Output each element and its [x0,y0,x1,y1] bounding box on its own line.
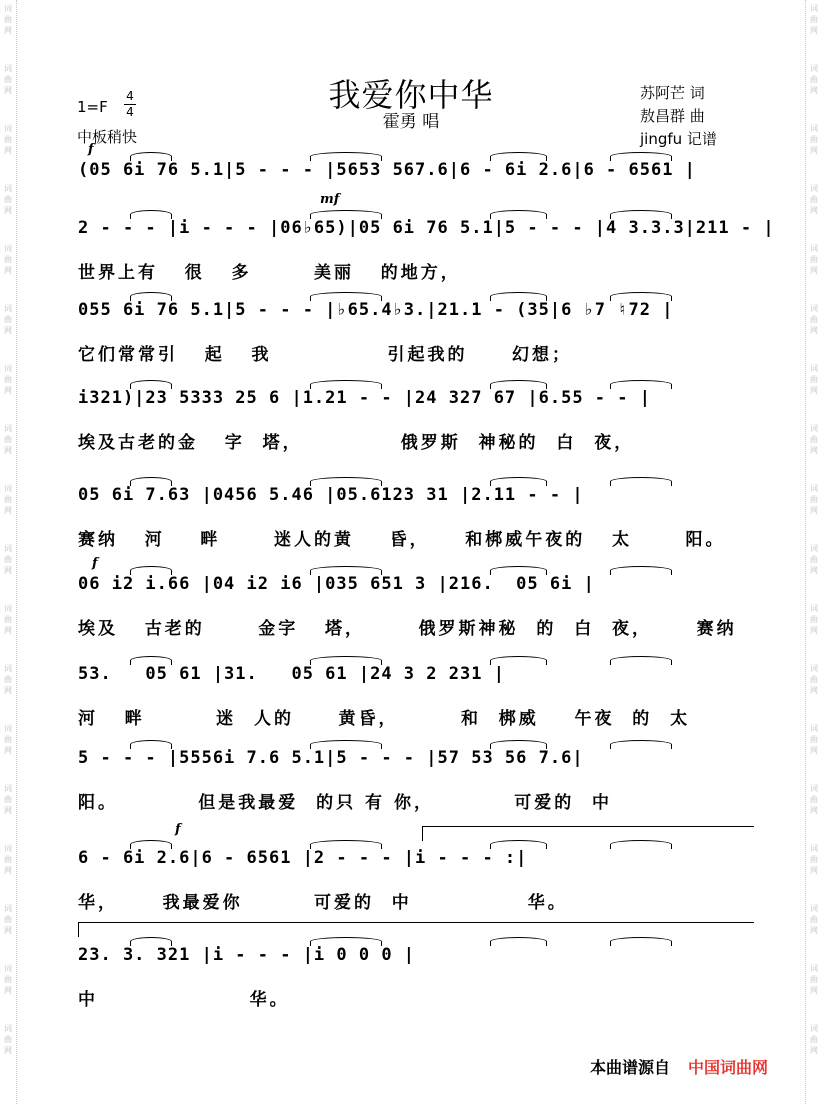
staff-row [70,388,752,453]
watermark-char: 曲 [810,315,818,324]
watermark-char: 网 [4,1046,12,1055]
slur-mark [310,840,382,849]
watermark-char: 网 [4,866,12,875]
watermark-char: 词 [4,784,12,793]
slur-mark [490,210,547,219]
watermark-char: 词 [4,364,12,373]
slur-mark [310,656,382,665]
watermark-char: 曲 [4,795,12,804]
watermark-char: 曲 [4,435,12,444]
watermark-char: 网 [810,386,818,395]
watermark-char: 曲 [4,195,12,204]
watermark-char: 网 [4,986,12,995]
watermark-char: 词 [4,4,12,13]
watermark-char: 曲 [810,615,818,624]
notation-line: (05 6i 76 5.1|5 - - - |5653 567.6|6 - 6i 2.6|6 - 6561 | [78,160,696,180]
slur-mark [310,937,382,946]
tempo-marking: 中板稍快 [77,128,138,146]
watermark-char: 词 [4,64,12,73]
watermark-char: 词 [810,364,818,373]
watermark-char: 曲 [810,975,818,984]
slur-mark [610,152,672,161]
watermark-char: 词 [4,904,12,913]
slur-mark [490,937,547,946]
watermark-char: 词 [4,424,12,433]
watermark-char: 网 [4,266,12,275]
watermark-char: 词 [810,784,818,793]
slur-mark [610,740,672,749]
watermark-char: 曲 [4,75,12,84]
watermark-char: 曲 [810,435,818,444]
slur-mark [490,656,547,665]
slur-mark [610,477,672,486]
watermark-char: 曲 [810,135,818,144]
watermark-char: 词 [4,604,12,613]
watermark-char: 网 [810,626,818,635]
dynamic-mark: f [175,822,181,837]
watermark-char: 词 [810,244,818,253]
watermark-char: 网 [4,146,12,155]
slur-mark [310,566,382,575]
dynamic-mark: f [92,556,98,571]
watermark-char: 词 [4,724,12,733]
slur-mark [610,656,672,665]
watermark-char: 词 [4,244,12,253]
left-watermark-strip [0,0,17,1104]
staff-row [70,664,752,729]
slur-mark [610,566,672,575]
slur-mark [490,840,547,849]
watermark-char: 曲 [810,75,818,84]
watermark-char: 词 [810,724,818,733]
slur-mark [130,292,172,301]
slur-mark [130,656,172,665]
key-signature: 1=F [77,98,108,116]
staff-row [70,748,752,813]
slur-mark [310,740,382,749]
watermark-char: 曲 [810,375,818,384]
watermark-char: 网 [810,746,818,755]
watermark-char: 曲 [4,615,12,624]
staff-row [70,945,752,1010]
watermark-char: 曲 [4,675,12,684]
lyric-line: 埃及古老的金 字 塔， 俄罗斯 神秘的 白 夜， [78,433,635,453]
watermark-char: 曲 [4,855,12,864]
watermark-char: 网 [810,566,818,575]
lyric-line: 河 畔 迷 人的 黄昏， 和 梆威 午夜 的 太 [78,709,691,729]
transcriber: jingfu 记谱 [640,130,717,148]
watermark-char: 词 [810,424,818,433]
watermark-char: 网 [810,206,818,215]
staff-row [70,485,752,550]
notation-line: 055 6i 76 5.1|5 - - - |♭65.4♭3.|21.1 - (35|6 ♭7 ♮72 | [78,300,674,320]
slur-mark [130,937,172,946]
watermark-char: 曲 [4,555,12,564]
slur-mark [310,210,382,219]
lyric-line: 赛纳 河 畔 迷人的黄 昏， 和梆威午夜的 太 阳。 [78,530,726,550]
watermark-char: 网 [810,266,818,275]
watermark-char: 网 [4,626,12,635]
watermark-char: 词 [4,1024,12,1033]
notation-line: 53. 05 61 |31. 05 61 |24 3 2 231 | [78,664,505,684]
lyricist: 苏阿芒 词 [640,84,705,102]
slur-mark [310,380,382,389]
watermark-char: 网 [4,326,12,335]
slur-mark [610,210,672,219]
watermark-char: 网 [4,206,12,215]
time-top: 4 [126,89,134,103]
slur-mark [490,566,547,575]
watermark-char: 曲 [810,735,818,744]
right-watermark-strip [805,0,822,1104]
watermark-char: 词 [810,664,818,673]
slur-mark [610,292,672,301]
time-signature [124,90,136,119]
slur-mark [310,477,382,486]
watermark-char: 词 [4,304,12,313]
watermark-char: 曲 [810,495,818,504]
slur-mark [610,840,672,849]
watermark-char: 网 [810,806,818,815]
watermark-char: 网 [810,26,818,35]
watermark-char: 曲 [4,1035,12,1044]
watermark-char: 网 [4,746,12,755]
slur-mark [130,210,172,219]
watermark-char: 词 [810,184,818,193]
watermark-char: 词 [810,544,818,553]
source-site-link[interactable]: 中国词曲网 [688,1058,769,1077]
slur-mark [490,740,547,749]
notation-line: 06 i2 i.66 |04 i2 i6 |035 651 3 |216. 05 6i | [78,574,595,594]
watermark-char: 词 [4,484,12,493]
watermark-char: 网 [810,986,818,995]
watermark-char: 网 [810,86,818,95]
slur-mark [490,292,547,301]
notation-line: 23. 3. 321 |i - - - |i 0 0 0 | [78,945,416,965]
watermark-char: 网 [4,506,12,515]
slur-mark [130,566,172,575]
watermark-char: 曲 [4,735,12,744]
slur-mark [490,477,547,486]
watermark-char: 词 [810,64,818,73]
watermark-char: 网 [810,926,818,935]
staff-row [70,192,775,283]
watermark-char: 曲 [810,15,818,24]
watermark-char: 词 [810,124,818,133]
song-title: 我爱你中华 [328,76,494,114]
slur-mark [310,152,382,161]
watermark-char: 词 [810,604,818,613]
watermark-char: 曲 [810,855,818,864]
watermark-char: 曲 [4,375,12,384]
staff-row [70,556,752,639]
watermark-char: 网 [810,686,818,695]
watermark-char: 词 [4,664,12,673]
staff-row [70,300,752,365]
watermark-char: 词 [810,484,818,493]
watermark-char: 网 [810,446,818,455]
slur-mark [130,152,172,161]
slur-mark [310,292,382,301]
watermark-char: 网 [810,866,818,875]
notation-line: 05 6i 7.63 |0456 5.46 |05.6123 31 |2.11 - - | [78,485,584,505]
slur-mark [130,380,172,389]
watermark-char: 网 [810,146,818,155]
lyric-line: 阳。 但是我最爱 的只 有 你， 可爱的 中 [78,793,613,813]
watermark-char: 词 [810,4,818,13]
watermark-char: 曲 [810,555,818,564]
watermark-char: 网 [4,806,12,815]
composer: 敖昌群 曲 [640,107,705,125]
lyric-line: 华， 我最爱你 可爱的 中 华。 [78,893,568,913]
watermark-char: 曲 [4,15,12,24]
dynamic-mark: mf [320,192,340,207]
watermark-char: 词 [810,904,818,913]
slur-mark [490,152,547,161]
volta-bracket [422,826,754,841]
singer: 霍勇 唱 [382,112,440,132]
slur-mark [490,380,547,389]
watermark-char: 曲 [4,495,12,504]
watermark-char: 网 [4,386,12,395]
watermark-char: 网 [4,446,12,455]
lyric-line: 世界上有 很 多 美丽 的地方， [78,263,461,283]
watermark-char: 曲 [810,1035,818,1044]
slur-mark [610,937,672,946]
watermark-char: 网 [4,26,12,35]
source-credit [590,1055,768,1078]
watermark-char: 曲 [810,915,818,924]
slur-mark [130,477,172,486]
watermark-char: 曲 [810,255,818,264]
lyric-line: 埃及 古老的 金字 塔， 俄罗斯神秘 的 白 夜， 赛纳 [78,619,737,639]
watermark-char: 曲 [4,915,12,924]
watermark-char: 曲 [4,315,12,324]
notation-line: 2 - - - |i - - - |06♭65)|05 6i 76 5.1|5 - - - |4 3.3.3|211 - | [78,218,775,238]
slur-mark [130,840,172,849]
time-bottom: 4 [126,105,134,119]
notation-line: i321)|23 5333 25 6 |1.21 - - |24 327 67 |6.55 - - | [78,388,651,408]
watermark-char: 网 [4,686,12,695]
watermark-char: 曲 [810,195,818,204]
watermark-char: 词 [810,964,818,973]
watermark-char: 网 [4,86,12,95]
volta-bracket [78,922,754,937]
watermark-char: 网 [810,1046,818,1055]
watermark-char: 词 [4,964,12,973]
watermark-char: 词 [4,844,12,853]
staff-row [70,822,752,913]
watermark-char: 曲 [4,255,12,264]
watermark-char: 词 [4,124,12,133]
lyric-line: 它们常常引 起 我 引起我的 幻想； [78,345,573,365]
watermark-char: 网 [4,926,12,935]
watermark-char: 曲 [4,135,12,144]
watermark-char: 词 [810,304,818,313]
dynamic-mark: f [88,142,94,157]
slur-mark [610,380,672,389]
lyric-line: 中 华。 [78,990,290,1010]
slur-mark [130,740,172,749]
watermark-char: 曲 [810,675,818,684]
watermark-char: 曲 [810,795,818,804]
watermark-char: 网 [4,566,12,575]
watermark-char: 词 [4,544,12,553]
notation-line: 6 - 6i 2.6|6 - 6561 |2 - - - |i - - - :| [78,848,528,868]
watermark-char: 词 [810,1024,818,1033]
watermark-char: 词 [810,844,818,853]
source-label: 本曲谱源自 [590,1058,671,1077]
watermark-char: 网 [810,326,818,335]
watermark-char: 曲 [4,975,12,984]
notation-line: 5 - - - |5556i 7.6 5.1|5 - - - |57 53 56 7.6| [78,748,584,768]
watermark-char: 网 [810,506,818,515]
watermark-char: 词 [4,184,12,193]
